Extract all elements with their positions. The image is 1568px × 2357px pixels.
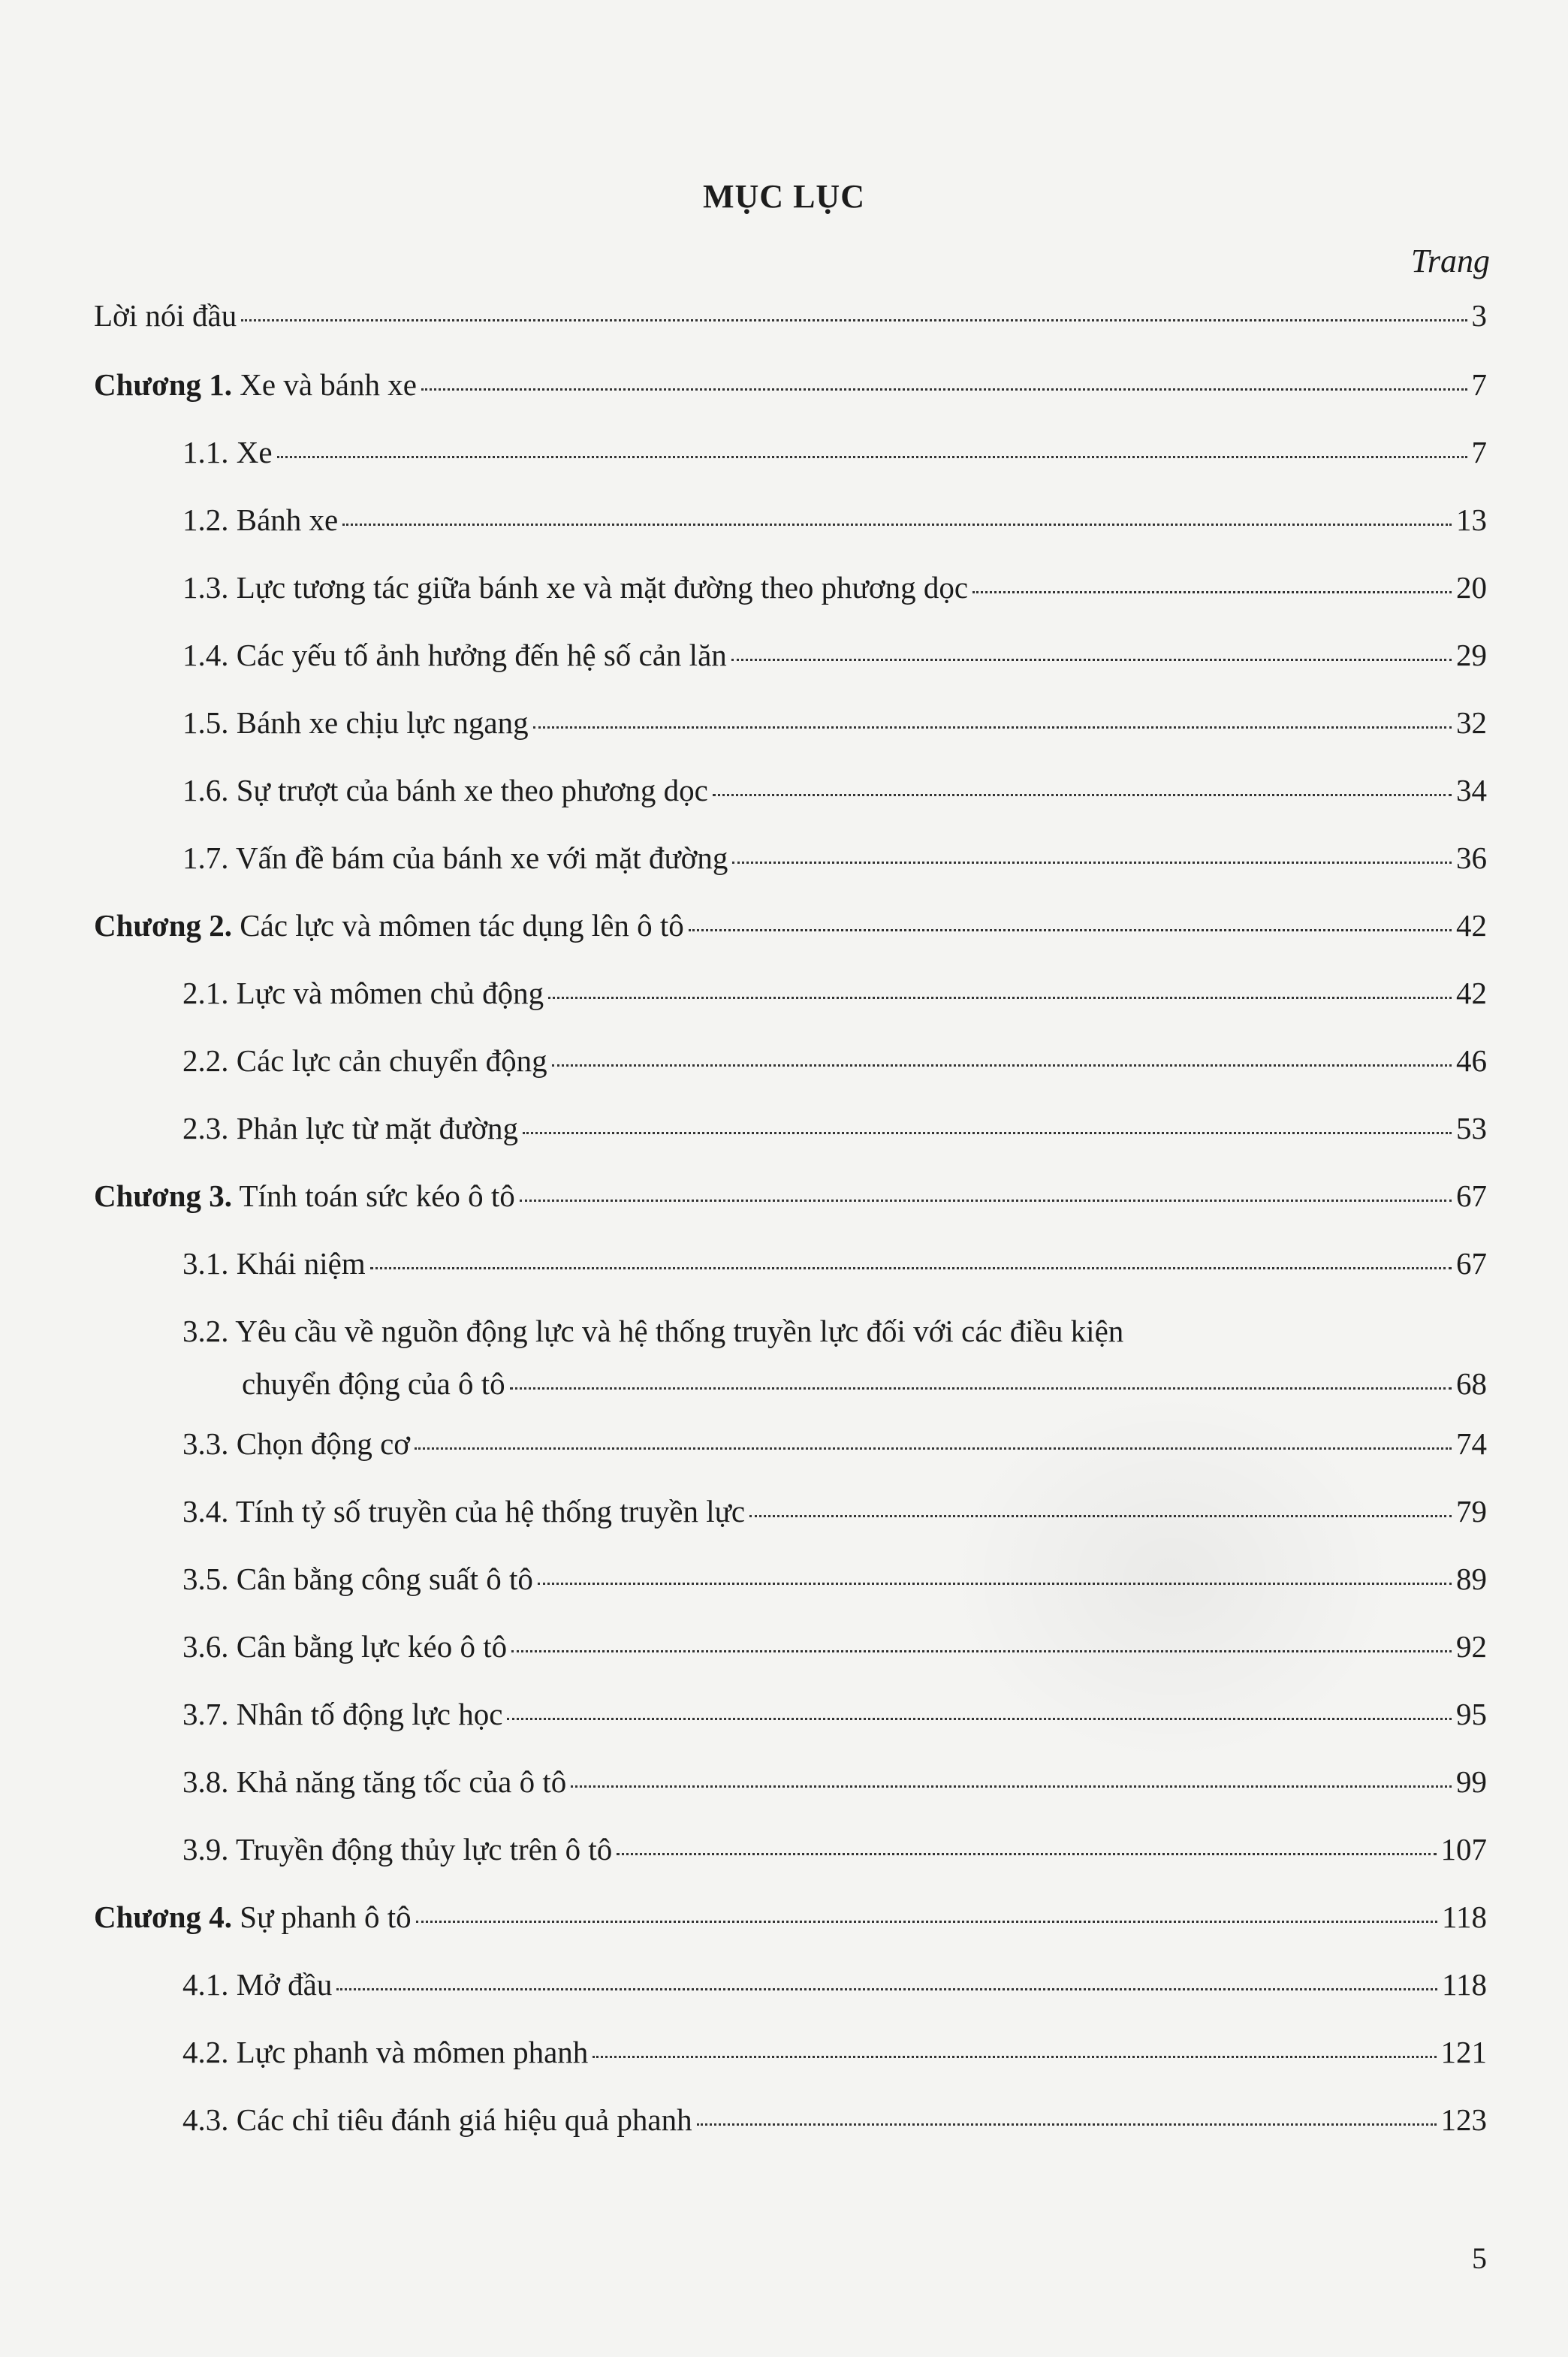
toc-entry-continuation [242, 1365, 1487, 1402]
toc-page-number: 79 [1456, 1494, 1487, 1529]
toc-entry-title: 2.1. Lực và mômen chủ động [182, 976, 544, 1010]
dot-leader [370, 1267, 1452, 1269]
dot-leader [972, 591, 1452, 593]
dot-leader [421, 388, 1467, 391]
toc-entry [182, 974, 1487, 1012]
dot-leader [336, 1988, 1437, 1990]
toc-entry [182, 1966, 1487, 2003]
toc-page-number: 123 [1440, 2102, 1487, 2137]
toc-entry-title: 3.6. Cân bằng lực kéo ô tô [182, 1629, 508, 1664]
toc-page-number: 74 [1456, 1426, 1487, 1461]
dot-leader [507, 1718, 1452, 1720]
toc-page-number: 67 [1456, 1178, 1487, 1213]
chapter-number: Chương 4. [94, 1900, 233, 1934]
toc-entry-title [94, 1177, 515, 1215]
toc-entry [182, 1695, 1487, 1733]
toc-page-number: 13 [1456, 502, 1487, 537]
toc-entry [182, 1425, 1487, 1462]
dot-leader [520, 1200, 1452, 1202]
toc-entry [182, 1109, 1487, 1147]
dot-leader [533, 726, 1452, 729]
toc-chapter-entry [94, 366, 1487, 403]
toc-entry [182, 1560, 1487, 1598]
dot-leader [241, 319, 1467, 321]
toc-page-number: 42 [1456, 908, 1487, 943]
chapter-title: Các lực và mômen tác dụng lên ô tô [232, 908, 684, 943]
toc-page-number: 42 [1456, 976, 1487, 1010]
toc-entry-title: 2.3. Phản lực từ mặt đường [182, 1111, 519, 1145]
toc-entry-title: 3.9. Truyền động thủy lực trên ô tô [182, 1832, 613, 1867]
toc-entry-title: 3.7. Nhân tố động lực học [182, 1697, 503, 1731]
chapter-number: Chương 1. [94, 367, 233, 402]
toc-entry [182, 1042, 1487, 1079]
toc-entry [182, 501, 1487, 539]
dot-leader [571, 1785, 1452, 1788]
toc-entry-title: 1.3. Lực tương tác giữa bánh xe và mặt đường theo phương dọc [182, 570, 969, 605]
toc-page-number: 118 [1442, 1967, 1487, 2002]
toc-page-number: 7 [1471, 435, 1487, 469]
toc-chapter-entry [94, 1177, 1487, 1215]
toc-page-number: 67 [1456, 1246, 1487, 1281]
toc-page-number: 68 [1456, 1366, 1487, 1401]
toc-chapter-entry [94, 1898, 1487, 1936]
toc-entry [182, 2101, 1487, 2138]
toc-page-number: 20 [1456, 570, 1487, 605]
toc-entry-title: 3.5. Cân bằng công suất ô tô [182, 1562, 533, 1596]
dot-leader [731, 659, 1452, 661]
toc-entry-title: 4.2. Lực phanh và mômen phanh [182, 2035, 589, 2069]
dot-leader [689, 929, 1452, 931]
toc-page-number: 107 [1440, 1832, 1487, 1867]
dot-leader [342, 524, 1452, 526]
chapter-number: Chương 2. [94, 908, 233, 943]
page-column-label: Trang [1410, 243, 1490, 279]
toc-page-number: 118 [1442, 1900, 1487, 1934]
chapter-title: Sự phanh ô tô [232, 1900, 412, 1934]
toc-entry-title: 1.7. Vấn đề bám của bánh xe với mặt đường [182, 840, 728, 875]
dot-leader [510, 1387, 1452, 1390]
dot-leader [697, 2123, 1437, 2126]
toc-entry [182, 569, 1487, 606]
toc-page-number: 3 [1471, 298, 1487, 333]
toc-entry [182, 2033, 1487, 2071]
toc-entry-title: 1.2. Bánh xe [182, 502, 339, 537]
page-title: MỤC LỤC [703, 178, 865, 215]
toc-page-number: 36 [1456, 840, 1487, 875]
toc-entry-title: 3.3. Chọn động cơ [182, 1426, 410, 1461]
toc-entry [182, 1763, 1487, 1800]
toc-entry-title: 1.5. Bánh xe chịu lực ngang [182, 705, 529, 740]
toc-entry-title: 1.6. Sự trượt của bánh xe theo phương dọc [182, 773, 708, 807]
chapter-title: Tính toán sức kéo ô tô [232, 1178, 515, 1213]
toc-entry [182, 1628, 1487, 1665]
toc-chapter-entry [94, 907, 1487, 944]
dot-leader [713, 794, 1452, 796]
toc-entry [94, 297, 1487, 334]
dot-leader [732, 862, 1452, 864]
toc-entry-title: Lời nói đầu [94, 298, 237, 333]
toc-page-number: 7 [1471, 367, 1487, 402]
dot-leader [416, 1921, 1437, 1923]
dot-leader [538, 1583, 1452, 1585]
toc-entry [182, 1492, 1487, 1530]
toc-entry-title: 3.1. Khái niệm [182, 1246, 366, 1281]
toc-page-number: 99 [1456, 1764, 1487, 1799]
dot-leader [593, 2056, 1436, 2058]
dot-leader [749, 1515, 1452, 1517]
toc-page-number: 121 [1440, 2035, 1487, 2069]
toc-entry-title [94, 907, 684, 944]
toc-entry-title [94, 1898, 412, 1936]
toc-entry [182, 636, 1487, 674]
dot-leader [511, 1650, 1452, 1652]
dot-leader [552, 1064, 1452, 1067]
toc-entry [182, 839, 1487, 877]
toc-entry-title: 1.1. Xe [182, 435, 273, 469]
toc-page-number: 29 [1456, 638, 1487, 672]
toc-entry-title: 4.1. Mở đầu [182, 1967, 333, 2002]
dot-leader [523, 1132, 1452, 1134]
toc-entry-title [94, 366, 417, 403]
toc-entry-title: 3.2. Yêu cầu về nguồn động lực và hệ thống truyền lực đối với các điều kiện [182, 1314, 1124, 1348]
toc-entry-title: 2.2. Các lực cản chuyển động [182, 1043, 547, 1078]
toc-entry-title: 1.4. Các yếu tố ảnh hưởng đến hệ số cản lăn [182, 638, 727, 672]
toc-entry-title: 3.4. Tính tỷ số truyền của hệ thống truyền lực [182, 1494, 746, 1529]
toc-entry [182, 1245, 1487, 1282]
dot-leader [277, 456, 1467, 458]
toc-page-number: 32 [1456, 705, 1487, 740]
chapter-number: Chương 3. [94, 1178, 233, 1213]
toc-page-number: 92 [1456, 1629, 1487, 1664]
dot-leader [415, 1447, 1452, 1450]
toc-entry [182, 1830, 1487, 1868]
toc-entry-title: 3.8. Khả năng tăng tốc của ô tô [182, 1764, 567, 1799]
toc-entry [182, 771, 1487, 809]
toc-entry-title-continued: chuyển động của ô tô [242, 1366, 505, 1401]
toc-page-number: 34 [1456, 773, 1487, 807]
toc-page-number: 89 [1456, 1562, 1487, 1596]
toc-entry [182, 433, 1487, 471]
chapter-title: Xe và bánh xe [232, 367, 417, 402]
toc-page-number: 53 [1456, 1111, 1487, 1145]
dot-leader [548, 997, 1452, 999]
toc-page-number: 95 [1456, 1697, 1487, 1731]
page-number: 5 [1472, 2241, 1487, 2275]
toc-entry [182, 704, 1487, 741]
toc-page-number: 46 [1456, 1043, 1487, 1078]
dot-leader [617, 1853, 1436, 1855]
toc-entry [182, 1312, 1487, 1350]
toc-entry-title: 4.3. Các chỉ tiêu đánh giá hiệu quả phanh [182, 2102, 692, 2137]
